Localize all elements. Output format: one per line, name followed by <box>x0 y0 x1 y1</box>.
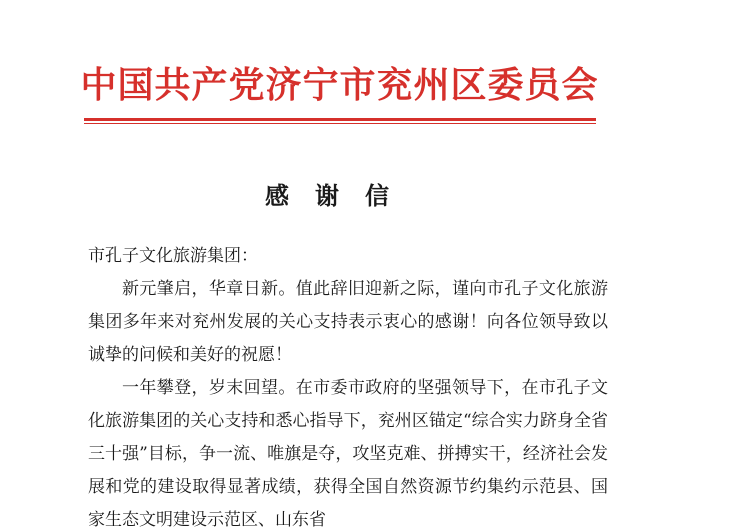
letter-body <box>88 240 608 530</box>
letterhead-rule-thick <box>84 118 596 121</box>
organization-name: 中国共产党济宁市兖州区委员会 <box>80 64 599 106</box>
letter-title: 感谢信 <box>265 182 415 210</box>
salutation: 市孔子文化旅游集团： <box>88 246 258 266</box>
paragraph-1: 新元肇启，华章日新。值此辞旧迎新之际，谨向市孔子文化旅游集团多年来对兖州发展的关心支持表示衷心的感谢！向各位领导致以诚挚的问候和美好的祝愿！ <box>88 279 608 365</box>
letterhead-rule-thin <box>84 123 596 124</box>
letterhead <box>0 60 739 110</box>
paragraph-2: 一年攀登，岁末回望。在市委市政府的坚强领导下，在市孔子文化旅游集团的关心支持和悉心指导下，兖州区锚定“综合实力跻身全省三十强”目标，争一流、唯旗是夺，攻坚克难、拼搏实干，经济社会发展和党的建设取得显著成绩，获得全国自然资源节约集约示范县、国家生态文明建设示范区、山东省 <box>88 378 608 530</box>
